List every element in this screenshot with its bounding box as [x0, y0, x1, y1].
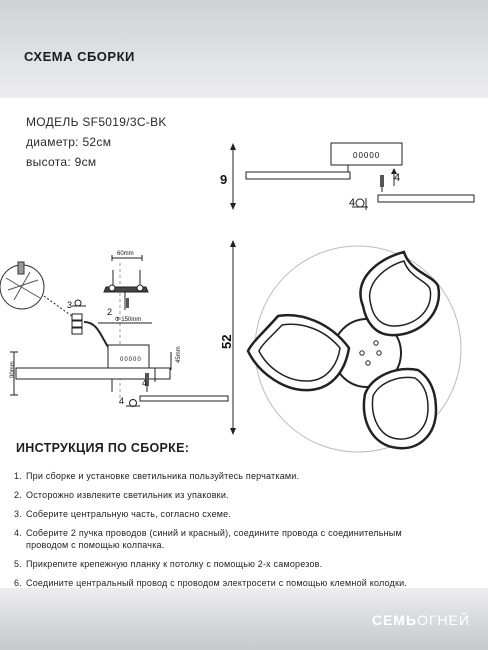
callout-4b: 4 [349, 197, 356, 209]
step-text: Соберите 2 пучка проводов (синий и красный), соедините провода с соединительным [26, 528, 402, 538]
callout-3: 3 [67, 300, 73, 310]
height-dim-label: 9 [220, 172, 228, 187]
list-item [14, 558, 480, 570]
brand-logo [372, 612, 470, 628]
dim-45mm: 45mm [176, 346, 182, 363]
step-text: Осторожно извлеките светильник из упаковки. [26, 490, 229, 500]
step-text-continuation: проводом с помощью колпачка. [26, 540, 165, 550]
dim-60mm: 60mm [117, 251, 134, 257]
callout-4a: 4 [394, 172, 401, 184]
model-label: МОДЕЛЬ SF5019/3C-BK [26, 115, 167, 129]
step-number: 4. [14, 528, 22, 538]
brand-bold: СЕМЬ [371, 612, 418, 628]
step-number: 3. [14, 509, 22, 519]
step-number: 6. [14, 578, 22, 588]
list-item [14, 489, 480, 501]
brand-light: ОГНЕЙ [417, 612, 470, 628]
dim-150mm: Ф 150mm [115, 317, 142, 323]
exploded-assembly-view [0, 255, 228, 407]
step-text: При сборке и установке светильника пользуйтесь перчатками. [26, 471, 300, 481]
canopy-box-text: 00000 [353, 151, 381, 160]
diameter-label: диаметр: 52см [26, 135, 112, 149]
page-title: СХЕМА СБОРКИ [24, 49, 135, 64]
step-number: 5. [14, 559, 22, 569]
instruction-list [14, 470, 480, 596]
assembly-box-text: 00000 [120, 357, 142, 363]
list-item [14, 508, 480, 520]
width-dim-label: 52 [219, 334, 234, 349]
height-label: высота: 9см [26, 155, 97, 169]
callout-4c: 4 [142, 378, 148, 388]
step-text: Прикрепите крепежную планку к потолку с помощью 2-х саморезов. [26, 559, 323, 569]
step-number: 1. [14, 471, 22, 481]
list-item [14, 527, 480, 551]
callout-4d: 4 [119, 396, 125, 406]
callout-2: 2 [107, 307, 113, 317]
list-item [14, 470, 480, 482]
step-number: 2. [14, 490, 22, 500]
instructions-title: ИНСТРУКЦИЯ ПО СБОРКЕ: [16, 441, 190, 455]
top-view-drawing [230, 240, 461, 452]
dim-90mm: 90mm [10, 361, 16, 378]
step-text: Соедините центральный провод с проводом электросети с помощью клемной колодки. [26, 578, 408, 588]
step-text: Соберите центральную часть, согласно схеме. [26, 509, 232, 519]
